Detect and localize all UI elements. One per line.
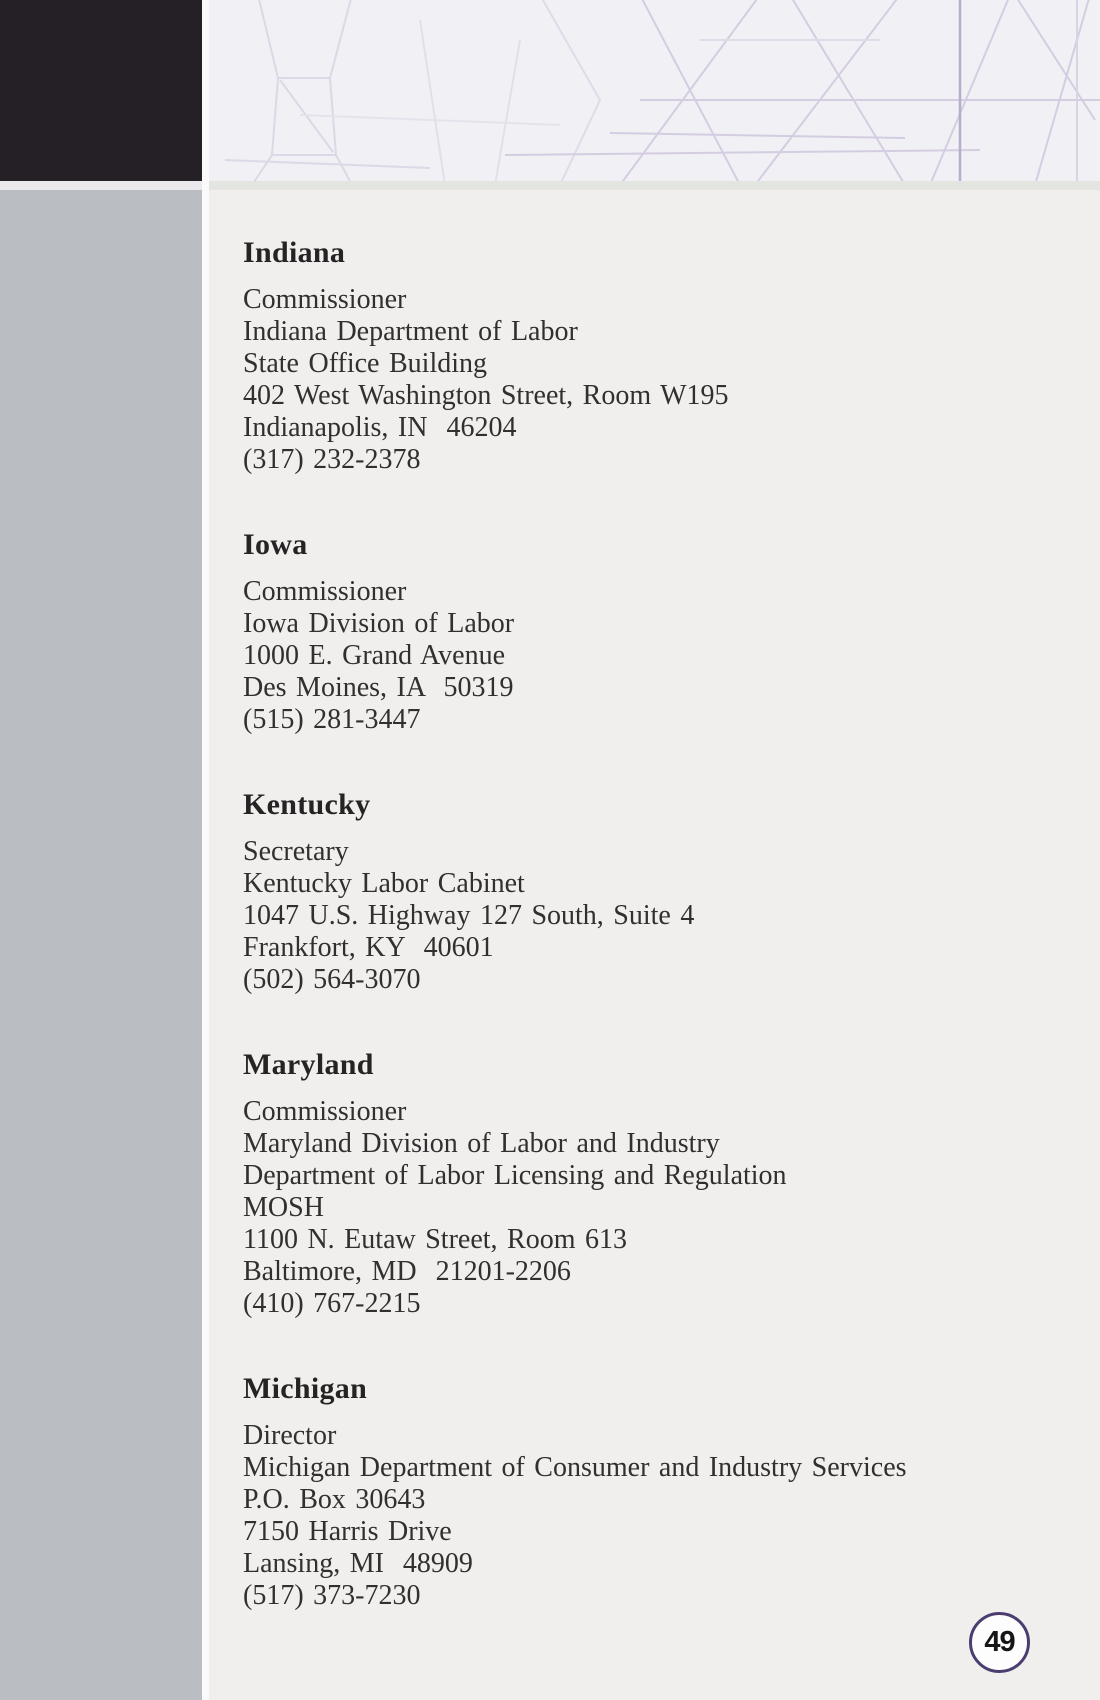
gap-column bbox=[202, 0, 209, 1700]
address-line: (517) 373-7230 bbox=[243, 1580, 421, 1611]
address-line: Kentucky Labor Cabinet bbox=[243, 868, 525, 899]
address-line: Baltimore, MD 21201-2206 bbox=[243, 1256, 571, 1287]
state-heading: Michigan bbox=[243, 1372, 368, 1405]
divider-strip bbox=[0, 181, 1100, 190]
state-section bbox=[243, 528, 1080, 736]
address-line: (515) 281-3447 bbox=[243, 704, 421, 735]
divider-strip-left bbox=[0, 181, 202, 190]
address-line: Iowa Division of Labor bbox=[243, 608, 515, 639]
address-line: Frankfort, KY 40601 bbox=[243, 932, 494, 963]
address-line: 7150 Harris Drive bbox=[243, 1516, 452, 1547]
address-block bbox=[243, 1096, 1080, 1320]
directory-page bbox=[209, 190, 1100, 1700]
state-sections-list bbox=[243, 236, 1080, 1612]
corner-block bbox=[0, 0, 202, 181]
address-line: 1047 U.S. Highway 127 South, Suite 4 bbox=[243, 900, 695, 931]
address-line: P.O. Box 30643 bbox=[243, 1484, 426, 1515]
state-section bbox=[243, 1048, 1080, 1320]
address-line: Des Moines, IA 50319 bbox=[243, 672, 514, 703]
address-line: (502) 564-3070 bbox=[243, 964, 421, 995]
sidebar-bar bbox=[0, 190, 202, 1700]
address-line: Michigan Department of Consumer and Industry Services bbox=[243, 1452, 907, 1483]
address-line: 1100 N. Eutaw Street, Room 613 bbox=[243, 1224, 627, 1255]
address-block bbox=[243, 1420, 1080, 1612]
address-line: Department of Labor Licensing and Regulation bbox=[243, 1160, 787, 1191]
page-number-badge bbox=[969, 1612, 1030, 1673]
state-section bbox=[243, 788, 1080, 996]
state-heading: Iowa bbox=[243, 528, 308, 561]
address-block bbox=[243, 284, 1080, 476]
address-line: Director bbox=[243, 1420, 337, 1451]
state-heading: Indiana bbox=[243, 236, 346, 269]
page-number: 49 bbox=[984, 1626, 1015, 1658]
state-heading: Kentucky bbox=[243, 788, 371, 821]
address-line: Indianapolis, IN 46204 bbox=[243, 412, 517, 443]
address-line: Commissioner bbox=[243, 576, 407, 607]
address-line: State Office Building bbox=[243, 348, 487, 379]
address-line: Commissioner bbox=[243, 284, 407, 315]
address-line: Secretary bbox=[243, 836, 349, 867]
address-line: (410) 767-2215 bbox=[243, 1288, 421, 1319]
address-line: Indiana Department of Labor bbox=[243, 316, 578, 347]
address-line: 402 West Washington Street, Room W195 bbox=[243, 380, 729, 411]
address-block bbox=[243, 576, 1080, 736]
address-line: (317) 232-2378 bbox=[243, 444, 421, 475]
address-block bbox=[243, 836, 1080, 996]
address-line: Maryland Division of Labor and Industry bbox=[243, 1128, 720, 1159]
state-section bbox=[243, 236, 1080, 476]
state-heading: Maryland bbox=[243, 1048, 374, 1081]
state-section bbox=[243, 1372, 1080, 1612]
address-line: Lansing, MI 48909 bbox=[243, 1548, 473, 1579]
address-line: Commissioner bbox=[243, 1096, 407, 1127]
address-line: 1000 E. Grand Avenue bbox=[243, 640, 506, 671]
address-line: MOSH bbox=[243, 1192, 324, 1223]
